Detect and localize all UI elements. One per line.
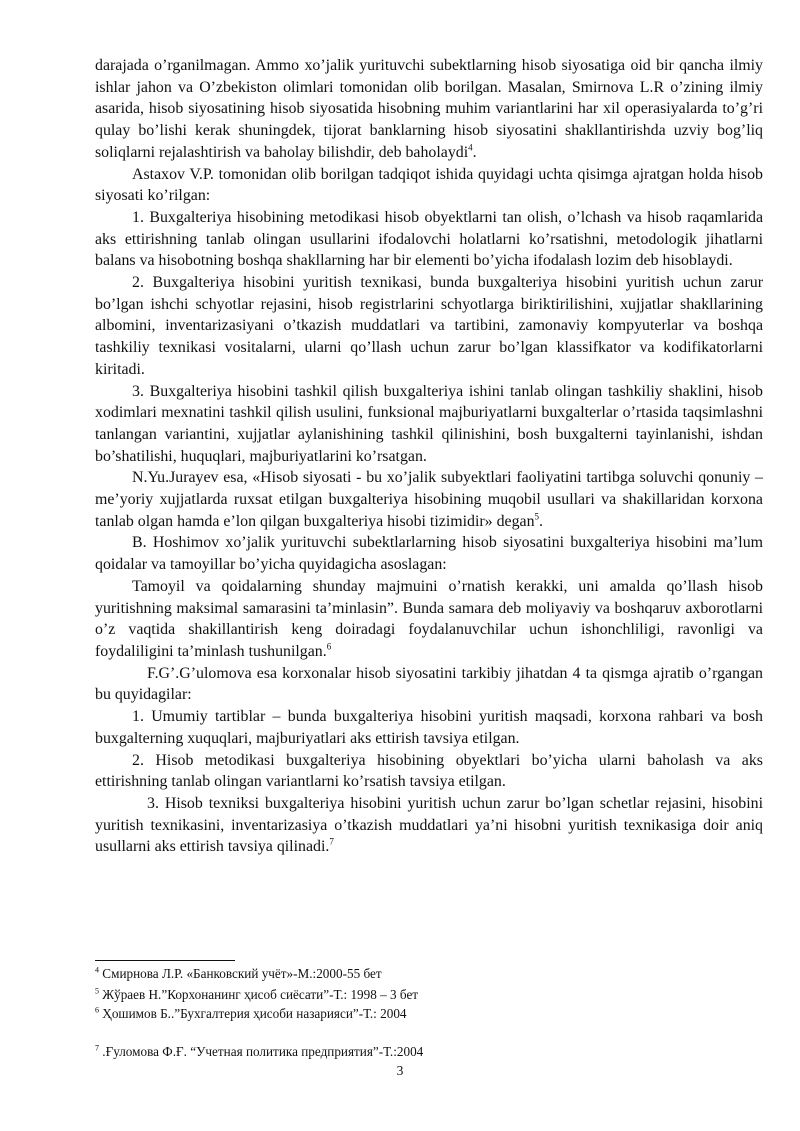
footnote-separator xyxy=(95,960,235,961)
list-item-organization: 3. Buxgalteriya hisobini tashkil qilish buxgalteriya ishini tanlab olingan tashkiliy shaklini, hisob xodimlari mexnatini tashkil qilish usulini, funksional majburiyatlarni buxgalterlar o’rtasida taqsimlashni tanlangan variantini, xujjatlar aylanishining tashkil qilinishini, bosh buxgalterni tayinlanishi, ishdan bo’shatilishi, huquqlari, majburiyatlarini ko’rsatgan. xyxy=(95,382,763,465)
footnote-ref-5: 5 xyxy=(534,511,540,522)
paragraph-gulomova: F.G’.G’ulomova esa korxonalar hisob siyosatini tarkibiy jihatdan 4 ta qismga ajratib o’rgangan bu quyidagilar: xyxy=(95,664,763,704)
list-item-methodology: 1. Buxgalteriya hisobining metodikasi hisob obyektlarni tan olish, o’lchash va hisob raqamlarida aks ettirishning tanlab olingan usullarini ifodalovchi holatlarni ko’rsatishni, metodologik jihatlarni balans va hisobotning boshqa shakllarning har bir elementi bo’yicha ifodalash lozim deb hisoblaydi. xyxy=(95,208,763,270)
paragraph-hoshimov: B. Hoshimov xo’jalik yurituvchi subektlarlarning hisob siyosatini buxgalteriya hisobini ma’lum qoidalar va tamoyillar bo’yicha quyidagicha asoslagan: xyxy=(95,534,763,574)
footnote-ref-7: 7 xyxy=(329,837,334,848)
list-item-technique: 2. Buxgalteriya hisobini yuritish texnikasi, bunda buxgalteriya hisobini yuritish uchun zarur bo’lgan ishchi schyotlar rejasini, hisob registrlarini schyotlarga biriktirilishini, xujjatlar shakllarining albomini, inventarizasiyani o’tkazish muddatlari va tartibini, zamonaviy kompyuterlar va boshqa tashkiliy texnikasi vositalarni, ularni qo’llash uchun zarur bo’lgan klassifkator va kodifikatorlarni kiritadi. xyxy=(95,274,763,378)
paragraph-intro-continuation: darajada o’rganilmagan. Ammo xo’jalik yurituvchi subektlarning hisob siyosatiga oid bir qancha ilmiy ishlar jahon va O’zbekiston olimlari tomonidan olib borilgan. Masalan, Smirnova L.R o’zining ilmiy asarida, hisob siyosatining hisob siyosatida hisobning muhim variantlarini har xil operasiyalarda to’g’ri qulay bo’lishi kerak shuningdek, tijorat banklarning hisob siyosatini shakllantirishda uzviy bog’liq soliqlarni rejalashtirish va baholay bilishdir, deb baholaydi$^4$. xyxy=(95,57,763,161)
list-item-accounting-technique: 3. Hisob texniksi buxgalteriya hisobini yuritish uchun zarur bo’lgan schetlar rejasini, hisobini yuritish texnikasini, inventarizasiya o’tkazish muddatlari ya’ni hisobni yuritish texnikasiga doir aniq usullarni aks ettirish tavsiya qilinadi.$^7$ xyxy=(95,794,763,856)
footnote-7: $^7$ .Ғуломова Ф.Ғ. “Учетная политика предприятия”-Т.:2004 xyxy=(95,1043,424,1059)
document-body xyxy=(95,55,763,858)
paragraph-astaxov: Astaxov V.P. tomonidan olib borilgan tadqiqot ishida quyidagi uchta qisimga ajratgan holda hisob siyosati ko’rilgan: xyxy=(95,165,763,205)
footnote-5: $^5$ Жўраев Н.”Корхонанинг ҳисоб сиёсати”-Т.: 1998 – 3 бет xyxy=(95,986,419,1002)
paragraph-principles: Tamoyil va qoidalarning shunday majmuini o’rnatish kerakki, uni amalda qo’llash hisob yuritishning maksimal samarasini ta’minlasin”. Bunda samara deb moliyaviy va boshqaruv axborotlarni o’z vaqtida shakillantirish keng doiradagi foydalanuvchilar uchun ishonchliligi, ravonligi va foydaliligini ta’minlash tushunilgan.$^6$ xyxy=(95,577,763,660)
footnote-ref-4: 4 xyxy=(468,142,473,153)
list-item-general-rules: 1. Umumiy tartiblar – bunda buxgalteriya hisobini yuritish maqsadi, korxona rahbari va bosh buxgalterning xuquqlari, majburiyatlari aks ettirish tavsiya etilgan. xyxy=(95,708,763,747)
footnote-6: $^6$ Ҳошимов Б..”Бухгалтерия ҳисоби назарияси”-Т.: 2004 xyxy=(95,1005,407,1021)
paragraph-jurayev: N.Yu.Jurayev esa, «Hisob siyosati - bu xo’jalik subyektlari faoliyatini tartibga soluvchi qonuniy – me’yoriy xujjatlarda ruxsat etilgan buxgalteriya hisobining muqobil usullari va shakillaridan korxona tanlab olgan hamda e’lon qilgan buxgalteriya hisobi tizimidir» degan$^5$. xyxy=(95,469,763,530)
footnote-ref-6: 6 xyxy=(326,641,332,652)
list-item-accounting-methodology: 2. Hisob metodikasi buxgalteriya hisobining obyektlari bo’yicha ularni baholash va aks ettirishning tanlab olingan variantlarni ko’rsatish tavsiya etilgan. xyxy=(95,751,763,791)
page-number: 3 xyxy=(396,1063,404,1078)
footnote-4: $^4$ Смирнова Л.Р. «Банковский учёт»-М.:2000-55 бет xyxy=(95,965,382,981)
